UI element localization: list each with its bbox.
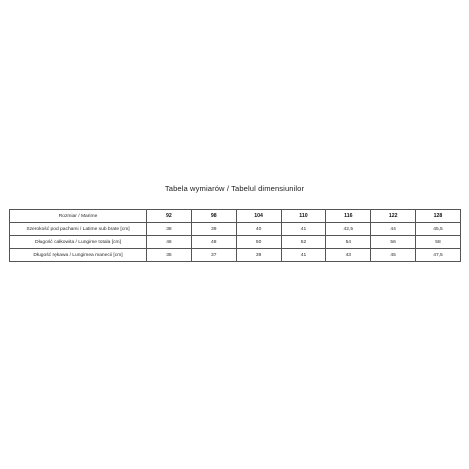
- value-cell: 41: [281, 249, 326, 262]
- value-cell: 54: [326, 236, 371, 249]
- page-title: Tabela wymiarów / Tabelul dimensiunilor: [164, 184, 305, 193]
- row-label-cell: Długość całkowita / Lungime totala [cm]: [10, 236, 147, 249]
- value-cell: 39: [236, 249, 281, 262]
- value-cell: 45: [371, 249, 416, 262]
- table-header-row: [10, 210, 461, 223]
- value-cell: 39: [191, 223, 236, 236]
- value-cell: 41: [281, 223, 326, 236]
- value-cell: 38: [147, 223, 192, 236]
- table-row: [10, 223, 461, 236]
- value-cell: 45,5: [416, 223, 461, 236]
- value-cell: 48: [191, 236, 236, 249]
- size-header-cell: 92: [147, 210, 192, 223]
- row-label-cell: Długość rękawa / Lungimea manecii [cm]: [10, 249, 147, 262]
- size-header-cell: 122: [371, 210, 416, 223]
- value-cell: 56: [371, 236, 416, 249]
- size-header-cell: 98: [191, 210, 236, 223]
- value-cell: 46: [147, 236, 192, 249]
- table-row: [10, 249, 461, 262]
- size-header-cell: 110: [281, 210, 326, 223]
- value-cell: 42,5: [326, 223, 371, 236]
- value-cell: 43: [326, 249, 371, 262]
- header-label-cell: Rozmiar / Marime: [10, 210, 147, 223]
- size-header-cell: 104: [236, 210, 281, 223]
- value-cell: 40: [236, 223, 281, 236]
- value-cell: 47,5: [416, 249, 461, 262]
- table-row: [10, 236, 461, 249]
- size-header-cell: 128: [416, 210, 461, 223]
- value-cell: 35: [147, 249, 192, 262]
- value-cell: 44: [371, 223, 416, 236]
- size-chart-table: [9, 209, 461, 262]
- value-cell: 50: [236, 236, 281, 249]
- value-cell: 58: [416, 236, 461, 249]
- value-cell: 37: [191, 249, 236, 262]
- size-header-cell: 116: [326, 210, 371, 223]
- row-label-cell: Szerokość pod pachami / Latime sub brate [cm]: [10, 223, 147, 236]
- value-cell: 52: [281, 236, 326, 249]
